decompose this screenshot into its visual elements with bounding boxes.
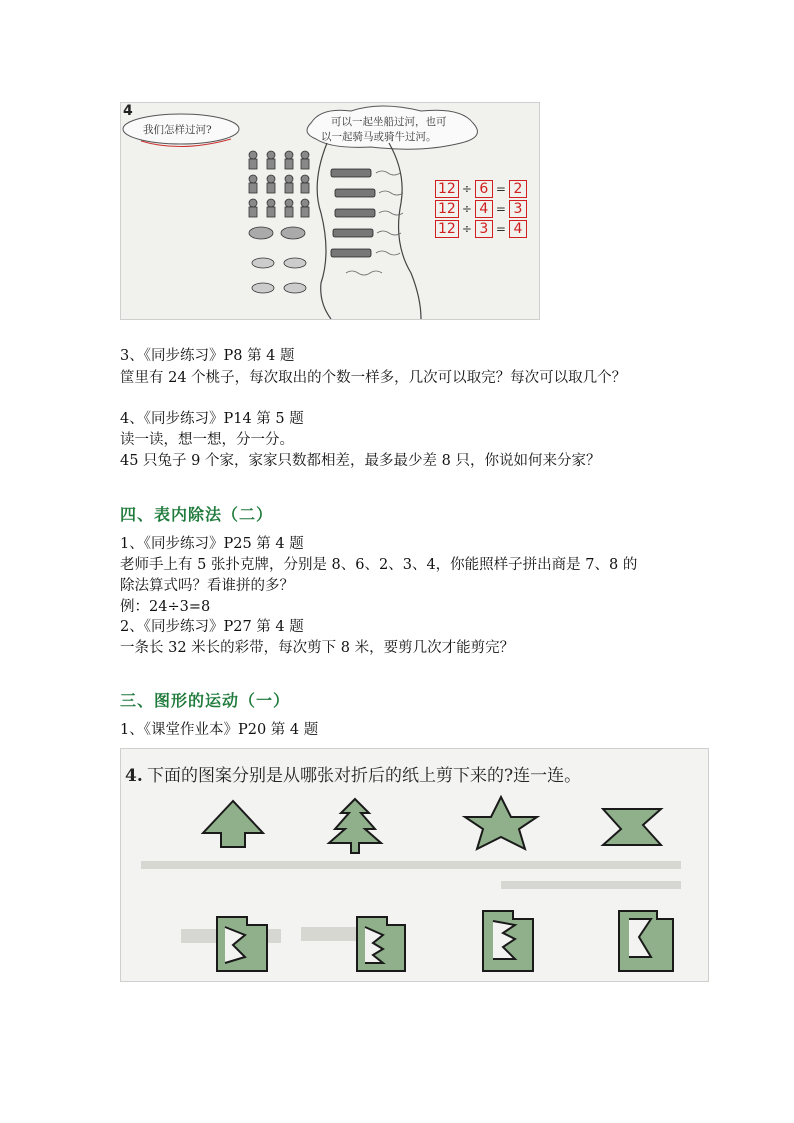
folded-paper-exercise — [121, 749, 708, 981]
river-bank-left — [317, 143, 331, 319]
item-4-text-2: 45 只兔子 9 个家，家家只数都相差，最多最少差 8 只，你说如何来分家？ — [120, 453, 601, 469]
cow-figures — [249, 227, 305, 239]
folded-paper-option-4 — [619, 911, 673, 971]
quotient-box: 4 — [509, 220, 527, 238]
river-waves — [346, 171, 403, 275]
divide-sign: ÷ — [461, 202, 472, 216]
item-4-title: 4、《同步练习》P14 第 5 题 — [120, 411, 304, 427]
equals-sign: = — [495, 182, 506, 196]
section-b-item-1-title: 1、《同步练习》P25 第 4 题 — [120, 536, 304, 552]
question-number: 4. — [125, 766, 143, 786]
children-figures — [249, 151, 309, 217]
bubble-left-text: 我们怎样过河? — [143, 124, 212, 136]
divisor-box: 6 — [475, 180, 493, 198]
section-b-example: 例：24÷3=8 — [120, 599, 211, 615]
equals-sign: = — [495, 222, 506, 236]
dividend-box: 12 — [435, 200, 459, 218]
arrow-tree-cutout — [203, 801, 263, 847]
dividend-box: 12 — [435, 220, 459, 238]
folded-paper-option-1 — [217, 917, 267, 971]
textbook-photo-folded-cutouts — [120, 748, 709, 982]
section-b-item-2-title: 2、《同步练习》P27 第 4 题 — [120, 619, 304, 635]
folded-paper-option-3 — [483, 911, 533, 971]
quotient-box: 2 — [509, 180, 527, 198]
bubble-right-text-1: 可以一起坐船过河，也可 — [331, 116, 447, 128]
equation-row — [435, 179, 531, 199]
river-bank-right — [389, 143, 421, 319]
textbook-photo-river-crossing — [120, 102, 540, 320]
section-b-item-1-text-2: 除法算式吗？看谁拼的多？ — [120, 578, 294, 594]
section-b-item-2-text: 一条长 32 米长的彩带，每次剪下 8 米，要剪几次才能剪完？ — [120, 640, 515, 656]
item-3-title: 3、《同步练习》P8 第 4 题 — [120, 348, 295, 364]
division-equations — [435, 179, 531, 239]
svg-text:4: 4 — [123, 103, 133, 119]
equation-row — [435, 199, 531, 219]
pine-tree-cutout — [329, 799, 381, 853]
item-3-text: 筐里有 24 个桃子，每次取出的个数一样多，几次可以取完？每次可以取几个？ — [120, 370, 627, 386]
equation-row — [435, 219, 531, 239]
divisor-box: 4 — [475, 200, 493, 218]
section-heading-division-2: 四、表内除法（二） — [120, 505, 274, 524]
folded-paper-option-2 — [357, 917, 405, 971]
quotient-box: 3 — [509, 200, 527, 218]
horse-figures — [252, 258, 306, 293]
question-prompt: 下面的图案分别是从哪张对折后的纸上剪下来的?连一连。 — [147, 766, 582, 786]
section-c-item-1-title: 1、《课堂作业本》P20 第 4 题 — [120, 722, 319, 738]
bubble-right-text-2: 以一起骑马或骑牛过河。 — [321, 131, 437, 143]
equals-sign: = — [495, 202, 506, 216]
item-4-text-1: 读一读，想一想，分一分。 — [120, 432, 294, 448]
section-heading-shape-motion: 三、图形的运动（一） — [120, 691, 291, 710]
dividend-box: 12 — [435, 180, 459, 198]
boat-figures — [331, 169, 375, 257]
divide-sign: ÷ — [461, 222, 472, 236]
star-cutout — [465, 797, 537, 849]
section-b-item-1-text-1: 老师手上有 5 张扑克牌，分别是 8、6、2、3、4，你能照样子拼出商是 7、8 的 — [120, 557, 638, 573]
divisor-box: 3 — [475, 220, 493, 238]
hourglass-cutout — [603, 809, 661, 845]
divide-sign: ÷ — [461, 182, 472, 196]
